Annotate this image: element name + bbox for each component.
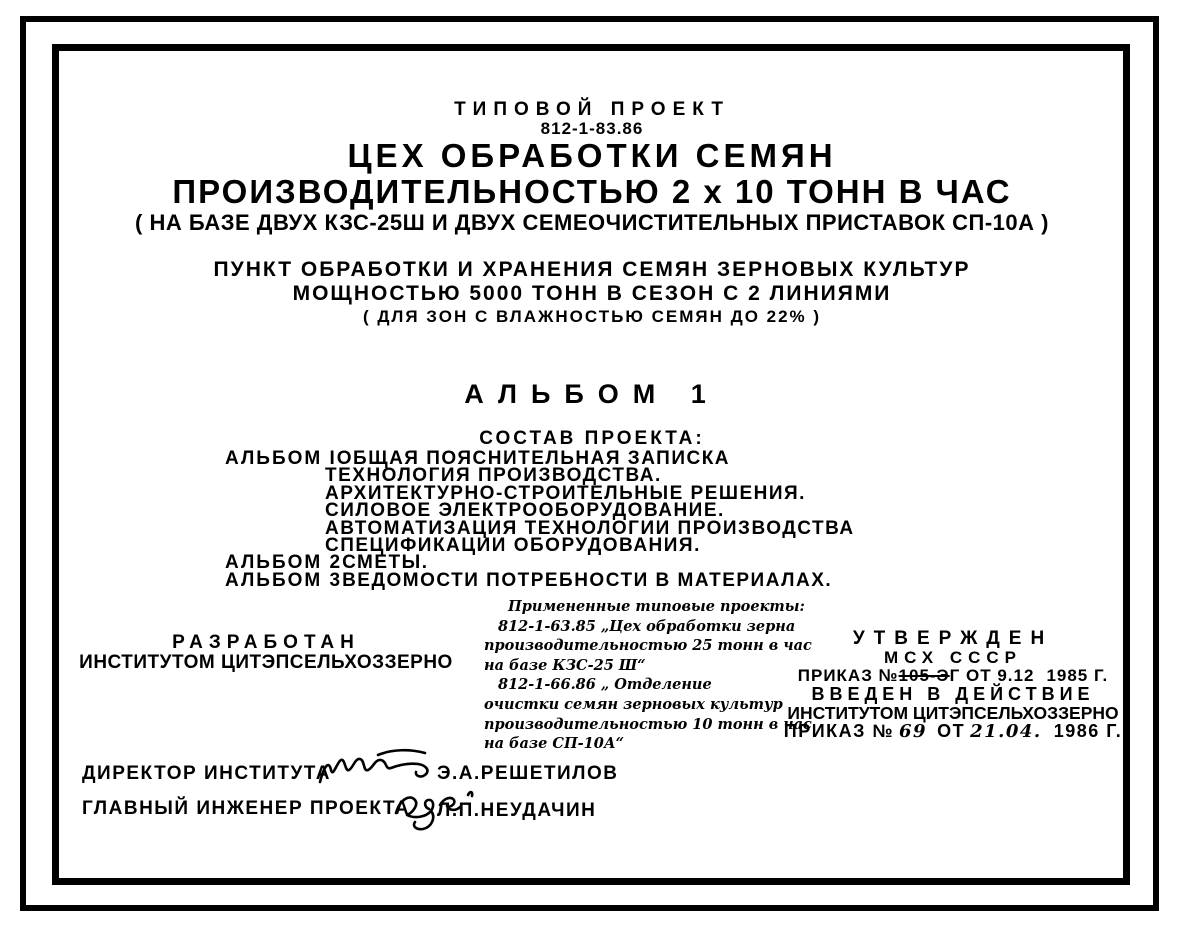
- approved-block: [760, 629, 1146, 741]
- handwritten-line: 812-1-66.86 „ Отделение: [498, 676, 712, 694]
- order-prefix: ПРИКАЗ №: [797, 666, 899, 685]
- approved-ministry: МСХ СССР: [883, 648, 1023, 667]
- title-line-3: ( НА БАЗЕ ДВУХ КЗС-25Ш И ДВУХ СЕМЕОЧИСТИТЕЛЬНЫХ ПРИСТАВОК СП-10А ): [135, 210, 1049, 235]
- handwritten-line: очистки семян зерновых культур: [484, 695, 783, 713]
- album-content: АВТОМАТИЗАЦИЯ ТЕХНОЛОГИИ ПРОИЗВОДСТВА: [325, 517, 855, 539]
- chief-engineer-name: Л.П.НЕУДАЧИН: [437, 800, 597, 821]
- order-number-struck: 105-Э: [898, 666, 950, 685]
- album-label: АЛЬБОМ 3: [225, 569, 343, 591]
- doc-number: 812-1-83.86: [540, 119, 644, 138]
- enacted-institute: ИНСТИТУТОМ ЦИТЭПСЕЛЬХОЗЗЕРНО: [787, 703, 1119, 723]
- enactment-order-line: [760, 722, 1146, 741]
- subtitle-line-2: МОЩНОСТЬЮ 5000 ТОНН В СЕЗОН С 2 ЛИНИЯМИ: [292, 282, 892, 305]
- album-label: [225, 502, 325, 519]
- order-ot: ОТ: [937, 721, 966, 741]
- handwritten-line: производительностью 10 тонн в час: [484, 715, 812, 733]
- album-content: АРХИТЕКТУРНО-СТРОИТЕЛЬНЫЕ РЕШЕНИЯ.: [325, 482, 806, 504]
- handwritten-line: на базе КЗС-25 Ш“: [484, 656, 646, 674]
- order-year: 1985 Г.: [1046, 666, 1109, 685]
- subtitle-line-3: ( ДЛЯ ЗОН С ВЛАЖНОСТЬЮ СЕМЯН ДО 22% ): [362, 307, 822, 326]
- developed-by-block: [70, 633, 462, 673]
- album-content: СМЕТЫ.: [342, 552, 429, 574]
- applied-projects-note: [484, 597, 812, 754]
- director-name: Э.А.РЕШЕТИЛОВ: [437, 763, 619, 784]
- handwritten-line: на базе СП-10А“: [484, 735, 624, 753]
- album-label: АЛЬБОМ I: [225, 448, 337, 469]
- album-content: ОБЩАЯ ПОЯСНИТЕЛЬНАЯ ЗАПИСКА: [336, 448, 731, 469]
- enacted-label: ВВЕДЕН В ДЕЙСТВИЕ: [811, 684, 1095, 704]
- director-role-label: ДИРЕКТОР ИНСТИТУТА: [82, 763, 331, 784]
- album-label: [225, 485, 325, 502]
- approved-label: УТВЕРЖДЕН: [852, 628, 1054, 649]
- developed-label: РАЗРАБОТАН: [172, 632, 360, 653]
- composition-row: [225, 500, 855, 522]
- order-year: 1986 Г.: [1053, 721, 1123, 741]
- order-prefix: ПРИКАЗ №: [783, 721, 894, 741]
- order-date-handwritten: 21.04.: [970, 721, 1042, 742]
- order-number-handwritten: 69: [899, 721, 928, 742]
- composition-list: [225, 450, 855, 589]
- title-line-2: ПРОИЗВОДИТЕЛЬНОСТЬЮ 2 х 10 ТОНН В ЧАС: [172, 173, 1012, 210]
- doc-type: ТИПОВОЙ ПРОЕКТ: [454, 99, 730, 120]
- album-content: ТЕХНОЛОГИЯ ПРОИЗВОДСТВА.: [325, 465, 662, 487]
- album-label: [225, 467, 325, 484]
- album-content: ВЕДОМОСТИ ПОТРЕБНОСТИ В МАТЕРИАЛАХ.: [342, 569, 833, 591]
- composition-row: [225, 569, 855, 591]
- handwritten-line: 812-1-63.85 „Цех обработки зерна: [498, 617, 796, 635]
- handwritten-line: Примененные типовые проекты:: [508, 598, 805, 615]
- developed-institute: ИНСТИТУТОМ ЦИТЭПСЕЛЬХОЗЗЕРНО: [79, 652, 453, 673]
- subtitle-line-1: ПУНКТ ОБРАБОТКИ И ХРАНЕНИЯ СЕМЯН ЗЕРНОВЫХ КУЛЬТУР: [213, 258, 971, 281]
- approval-order-line: [760, 667, 1146, 685]
- handwritten-line: производительностью 25 тонн в час: [484, 637, 812, 655]
- order-date: Г ОТ 9.12: [949, 666, 1035, 685]
- album-content: СИЛОВОЕ ЭЛЕКТРООБОРУДОВАНИЕ.: [325, 500, 725, 522]
- album-label: [225, 520, 325, 537]
- chief-engineer-role-label: ГЛАВНЫЙ ИНЖЕНЕР ПРОЕКТА: [82, 798, 411, 819]
- album-title: АЛЬБОМ 1: [464, 379, 720, 409]
- album-content: СПЕЦИФИКАЦИИ ОБОРУДОВАНИЯ.: [325, 535, 701, 557]
- header-block: [60, 100, 1124, 328]
- title-line-1: ЦЕХ ОБРАБОТКИ СЕМЯН: [347, 137, 837, 174]
- composition-heading: СОСТАВ ПРОЕКТА:: [479, 428, 705, 449]
- album-label: АЛЬБОМ 2: [225, 552, 343, 574]
